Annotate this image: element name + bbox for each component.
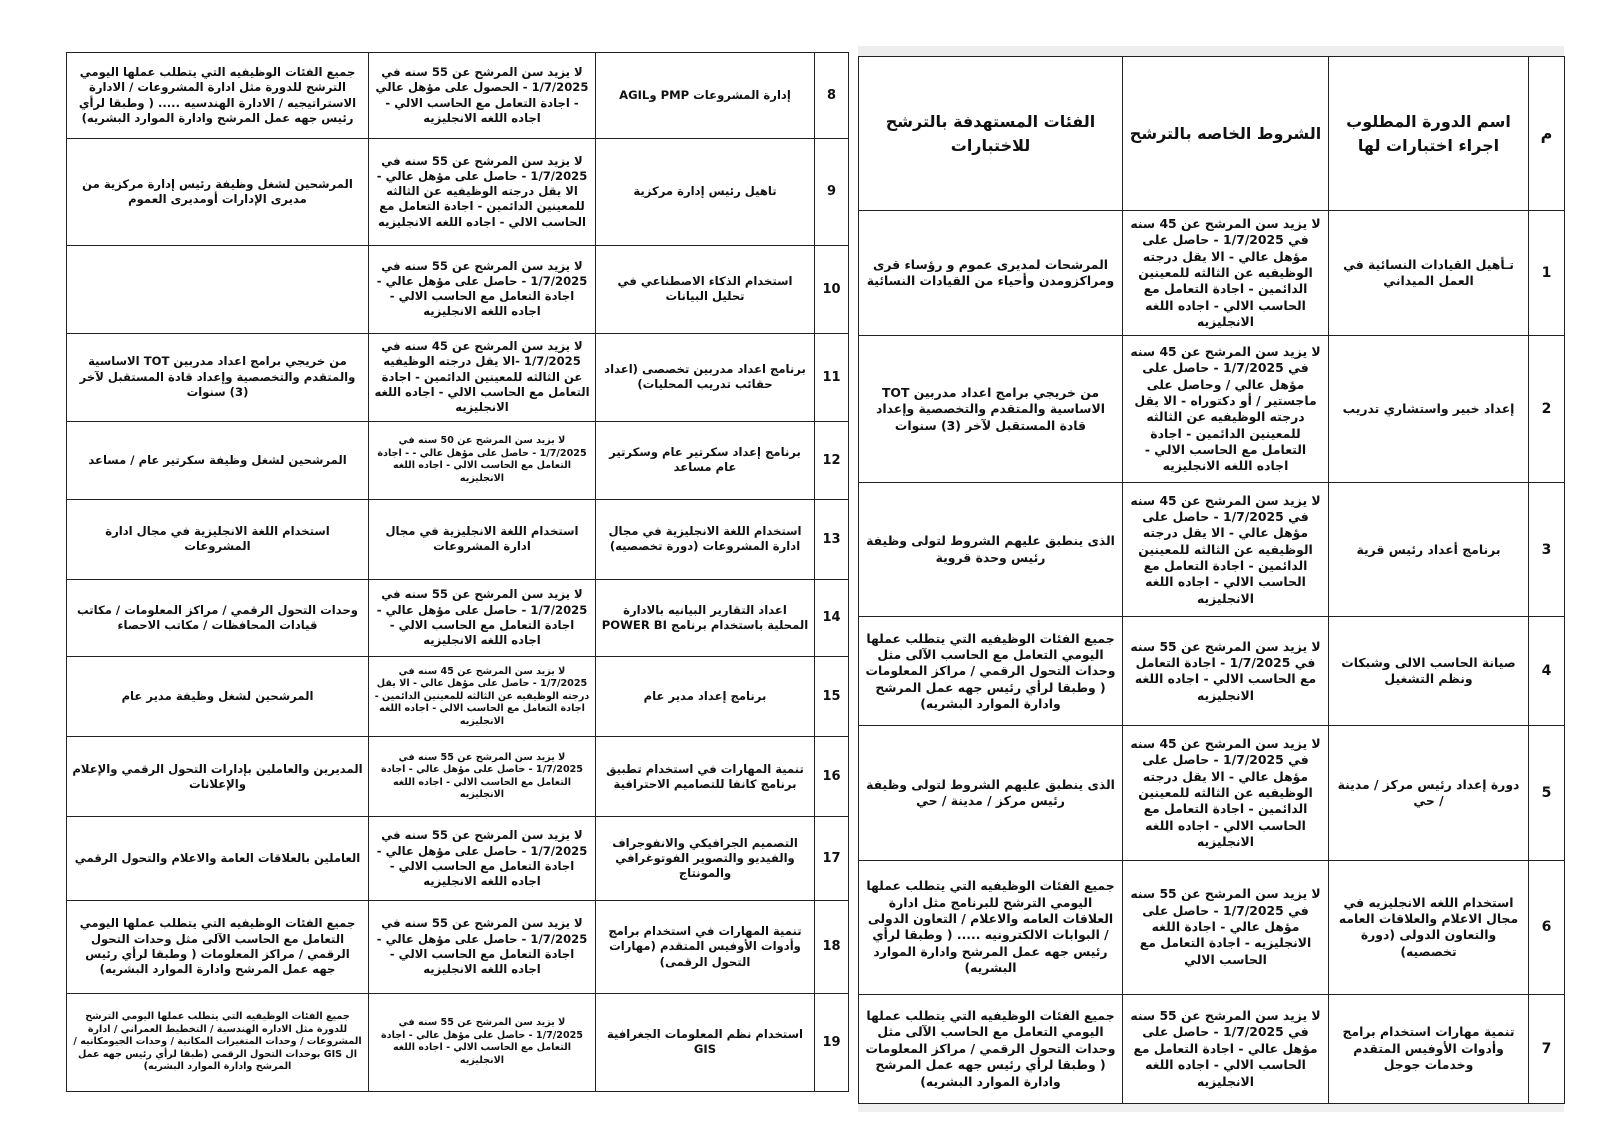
table-row xyxy=(67,245,849,333)
row-number: 9 xyxy=(815,139,849,246)
course-name-cell: اعداد التقارير البيانيه بالادارة المحلية باستخدام برنامج POWER BI xyxy=(596,579,815,657)
conditions-cell: لا يزيد سن المرشح عن 50 سنه في 1/7/2025 - حاصل على مؤهل عالي - - اجادة التعامل مع الحاسب الالي - اجاده اللغه الانجليزيه xyxy=(369,421,596,499)
course-name-cell: التصميم الجرافيكي والانفوجراف والفيديو والتصوير الفوتوغرافي والمونتاج xyxy=(596,817,815,901)
row-number: 14 xyxy=(815,579,849,657)
table-row xyxy=(859,483,1565,617)
conditions-cell: لا يزيد سن المرشح عن 55 سنه في 1/7/2025 - حاصل على مؤهل عالي - اجادة التعامل مع الحاسب الالي - اجاده اللغه الانجليزيه xyxy=(1123,994,1329,1103)
course-name-cell: صيانة الحاسب الالى وشبكات ونظم التشغيل xyxy=(1329,617,1529,726)
header-course-name: اسم الدورة المطلوب اجراء اختبارات لها xyxy=(1329,57,1529,211)
table-row xyxy=(67,499,849,579)
conditions-cell: لا يزيد سن المرشح عن 55 سنه في 1/7/2025 - اجادة التعامل مع الحاسب الالي - اجاده اللغه الانجليزيه xyxy=(1123,617,1329,726)
table-row xyxy=(67,421,849,499)
courses-table-continued xyxy=(66,52,849,1092)
course-name-cell: تـأهيل القيادات النسائية في العمل الميداني xyxy=(1329,211,1529,336)
row-number: 3 xyxy=(1529,483,1565,617)
left-page-table xyxy=(66,52,848,1092)
row-number: 7 xyxy=(1529,994,1565,1103)
course-name-cell: برنامج أعداد رئيس قرية xyxy=(1329,483,1529,617)
table-row xyxy=(859,617,1565,726)
row-number: 2 xyxy=(1529,336,1565,483)
table-row xyxy=(859,994,1565,1103)
course-name-cell: إعداد خبير واستشاري تدريب xyxy=(1329,336,1529,483)
target-groups-cell: جميع الفئات الوظيفيه التي يتطلب عملها اليومي الترشح للدورة مثل الاداره الهندسية / التخطيط العمراني / ادارة المشروعات / وحدات المتغيرات المكانية / وحدات الجيومكانيه / ال GIS بوحدات التحول الرقمي (طبقا لرأي رئيس جهه عمل المرشح وادارة الموارد البشريه) xyxy=(67,993,369,1091)
conditions-cell: لا يزيد سن المرشح عن 45 سنه في 1/7/2025 - حاصل على مؤهل عالي - الا يقل درجته الوظيفيه عن الثالثه للمعينين الدائمين - اجادة التعامل مع الحاسب الالي - اجاده اللغه الانجليزيه xyxy=(369,657,596,737)
table-row xyxy=(67,993,849,1091)
target-groups-cell: المرشحين لشغل وظيفة سكرتير عام / مساعد xyxy=(67,421,369,499)
table-header-row xyxy=(859,57,1565,211)
course-name-cell: برنامج إعداد سكرتير عام وسكرتير عام مساعد xyxy=(596,421,815,499)
target-groups-cell: جميع الفئات الوظيفيه التي يتطلب عملها اليومي الترشح للبرنامج مثل ادارة العلاقات العامه والاعلام / التعاون الدولى / البوابات الالكترونيه ..... ( وطبقا لرأي رئيس جهه عمل المرشح وادارة الموارد البشريه) xyxy=(859,860,1123,994)
row-number: 19 xyxy=(815,993,849,1091)
course-name-cell: برنامج اعداد مدربين تخصصى (اعداد حقائب تدريب المحليات) xyxy=(596,333,815,421)
course-name-cell: دورة إعداد رئيس مركز / مدينة / حي xyxy=(1329,726,1529,860)
conditions-cell: لا يزيد سن المرشح عن 55 سنه في 1/7/2025 - حاصل على مؤهل عالي - اجادة التعامل مع الحاسب الالي - اجاده اللغه الانجليزيه xyxy=(369,993,596,1091)
conditions-cell: استخدام اللغة الانجليزية في مجال ادارة المشروعات xyxy=(369,499,596,579)
table-row xyxy=(67,139,849,246)
target-groups-cell: وحدات التحول الرقمي / مراكز المعلومات / مكاتب قيادات المحافظات / مكاتب الاحصاء xyxy=(67,579,369,657)
course-name-cell: استخدام نظم المعلومات الجغرافية GIS xyxy=(596,993,815,1091)
row-number: 1 xyxy=(1529,211,1565,336)
course-name-cell: برنامج إعداد مدير عام xyxy=(596,657,815,737)
conditions-cell: لا يزيد سن المرشح عن 55 سنه في 1/7/2025 - حاصل على مؤهل عالي - اجادة التعامل مع الحاسب الالي - اجاده اللغه الانجليزيه xyxy=(369,817,596,901)
row-number: 15 xyxy=(815,657,849,737)
conditions-cell: لا يزيد سن المرشح عن 55 سنه في 1/7/2025 - حاصل على مؤهل عالي - اجادة التعامل مع الحاسب الالي - اجاده اللغه الانجليزيه xyxy=(369,579,596,657)
conditions-cell: لا يزيد سن المرشح عن 45 سنه في 1/7/2025 - حاصل على مؤهل عالي - الا يقل درجته الوظيفيه عن الثالثه للمعينين الدائمين - اجادة التعامل مع الحاسب الالي - اجاده اللغه الانجليزيه xyxy=(1123,483,1329,617)
row-number: 12 xyxy=(815,421,849,499)
courses-table xyxy=(858,56,1565,1104)
row-number: 11 xyxy=(815,333,849,421)
course-name-cell: تنمية المهارات في استخدام برامج وأدوات الأوفيس المتقدم (مهارات التحول الرقمى) xyxy=(596,901,815,993)
conditions-cell: لا يزيد سن المرشح عن 45 سنه في 1/7/2025 - حاصل على مؤهل عالي - الا يقل درجته الوظيفيه عن الثالثه للمعينين الدائمين - اجادة التعامل مع الحاسب الالي - اجاده اللغه الانجليزيه xyxy=(1123,726,1329,860)
row-number: 16 xyxy=(815,737,849,817)
target-groups-cell: الذى ينطبق عليهم الشروط لتولى وظيفة رئيس وحدة قروية xyxy=(859,483,1123,617)
course-name-cell: استخدام الذكاء الاصطناعي في تحليل البيانات xyxy=(596,245,815,333)
target-groups-cell: المديرين والعاملين بإدارات التحول الرقمي والإعلام والإعلانات xyxy=(67,737,369,817)
target-groups-cell: المرشحات لمديرى عموم و رؤساء قرى ومراكزومدن وأحياء من القيادات النسائية xyxy=(859,211,1123,336)
conditions-cell: لا يزيد سن المرشح عن 45 سنه في 1/7/2025 -الا يقل درجته الوظيفيه عن الثالثه للمعينين الدائمين - اجادة التعامل مع الحاسب الالي - اجاده اللغه الانجليزيه xyxy=(369,333,596,421)
table-row xyxy=(859,860,1565,994)
target-groups-cell: جميع الفئات الوظيفيه التي يتطلب عملها اليومي الترشح للدورة مثل ادارة المشروعات / الادارة الاستراتيجيه / الادارة الهندسيه ..... ( وطبقا لرأي رئيس جهه عمل المرشح وادارة الموارد البشريه) xyxy=(67,53,369,139)
left-table-body xyxy=(67,53,849,1092)
target-groups-cell: جميع الفئات الوظيفيه التي يتطلب عملها اليومي التعامل مع الحاسب الآلى مثل وحدات التحول الرقمي / مراكز المعلومات ( وطبقا لرأي رئيس جهه عمل المرشح وادارة الموارد البشريه) xyxy=(859,994,1123,1103)
page-edge-shade-bottom xyxy=(858,1104,1564,1112)
row-number: 8 xyxy=(815,53,849,139)
course-name-cell: إدارة المشروعات PMP وAGIL xyxy=(596,53,815,139)
page-edge-shade-top xyxy=(858,46,1564,56)
target-groups-cell: الذى ينطبق عليهم الشروط لتولى وظيفة رئيس مركز / مدينة / حي xyxy=(859,726,1123,860)
row-number: 6 xyxy=(1529,860,1565,994)
header-number: م xyxy=(1529,57,1565,211)
conditions-cell: لا يزيد سن المرشح عن 55 سنه في 1/7/2025 - حاصل على مؤهل عالي - اجادة التعامل مع الحاسب الالي - اجاده اللغه الانجليزيه xyxy=(369,901,596,993)
right-table-body xyxy=(859,211,1565,1104)
target-groups-cell: جميع الفئات الوظيفيه التي يتطلب عملها اليومي التعامل مع الحاسب الآلى مثل وحدات التحول الرقمي / مراكز المعلومات ( وطبقا لرأي رئيس جهه عمل المرشح وادارة الموارد البشريه) xyxy=(859,617,1123,726)
conditions-cell: لا يزيد سن المرشح عن 55 سنه في 1/7/2025 - الحصول على مؤهل عالي - اجادة التعامل مع الحاسب الالي - اجاده اللغه الانجليزيه xyxy=(369,53,596,139)
table-row xyxy=(67,817,849,901)
table-row xyxy=(67,737,849,817)
conditions-cell: لا يزيد سن المرشح عن 55 سنه في 1/7/2025 - حاصل على مؤهل عالي - اجادة التعامل مع الحاسب الالي - اجاده اللغه الانجليزيه xyxy=(369,245,596,333)
header-target-groups: الفئات المستهدفة بالترشح للاختبارات xyxy=(859,57,1123,211)
header-conditions: الشروط الخاصه بالترشح xyxy=(1123,57,1329,211)
target-groups-cell: من خريجي برامج اعداد مدربين TOT الاساسية والمتقدم والتخصصية وإعداد قادة المستقبل لآخر (3) سنوات xyxy=(859,336,1123,483)
conditions-cell: لا يزيد سن المرشح عن 55 سنه في 1/7/2025 - حاصل على مؤهل عالي - الا يقل درجته الوظيفيه عن الثالثه للمعينين الدائمين - اجادة التعامل مع الحاسب الالي - اجاده اللغه الانجليزيه xyxy=(369,139,596,246)
course-name-cell: تاهيل رئيس إدارة مركزية xyxy=(596,139,815,246)
course-name-cell: تنمية مهارات استخدام برامج وأدوات الأوفيس المتقدم وخدمات جوجل xyxy=(1329,994,1529,1103)
course-name-cell: تنمية المهارات في استخدام تطبيق برنامج كانفا للتصاميم الاحترافية xyxy=(596,737,815,817)
target-groups-cell: المرشحين لشغل وظيفة مدير عام xyxy=(67,657,369,737)
row-number: 5 xyxy=(1529,726,1565,860)
row-number: 18 xyxy=(815,901,849,993)
table-row xyxy=(67,657,849,737)
conditions-cell: لا يزيد سن المرشح عن 55 سنه في 1/7/2025 - حاصل على مؤهل عالي - اجادة اللغه الانجليزيه - اجادة التعامل مع الحاسب الالي xyxy=(1123,860,1329,994)
table-row xyxy=(859,211,1565,336)
target-groups-cell: المرشحين لشغل وظيفة رئيس إدارة مركزية من مديرى الإدارات أومديرى العموم xyxy=(67,139,369,246)
target-groups-cell: من خريجي برامج اعداد مدربين TOT الاساسية والمتقدم والتخصصية وإعداد قادة المستقبل لآخر (3) سنوات xyxy=(67,333,369,421)
target-groups-cell: استخدام اللغة الانجليزية في مجال ادارة المشروعات xyxy=(67,499,369,579)
row-number: 17 xyxy=(815,817,849,901)
row-number: 13 xyxy=(815,499,849,579)
conditions-cell: لا يزيد سن المرشح عن 55 سنه في 1/7/2025 - حاصل على مؤهل عالي - اجادة التعامل مع الحاسب الالي - اجاده اللغه الانجليزيه xyxy=(369,737,596,817)
conditions-cell: لا يزيد سن المرشح عن 45 سنه في 1/7/2025 - حاصل على مؤهل عالي - الا يقل درجته الوظيفيه عن الثالثه للمعينين الدائمين - اجادة التعامل مع الحاسب الالي - اجاده اللغه الانجليزيه xyxy=(1123,211,1329,336)
row-number: 4 xyxy=(1529,617,1565,726)
course-name-cell: استخدام اللغة الانجليزية في مجال ادارة المشروعات (دورة تخصصيه) xyxy=(596,499,815,579)
table-row xyxy=(67,901,849,993)
table-row xyxy=(67,579,849,657)
right-page-table xyxy=(858,56,1564,1104)
table-row xyxy=(67,53,849,139)
target-groups-cell xyxy=(67,245,369,333)
target-groups-cell: جميع الفئات الوظيفيه التي يتطلب عملها اليومي التعامل مع الحاسب الآلى مثل وحدات التحول الرقمي / مراكز المعلومات ( وطبقا لرأي رئيس جهه عمل المرشح وادارة الموارد البشريه) xyxy=(67,901,369,993)
table-row xyxy=(859,726,1565,860)
course-name-cell: استخدام اللغه الانجليزيه في مجال الاعلام والعلاقات العامه والتعاون الدولى (دورة تخصصيه) xyxy=(1329,860,1529,994)
row-number: 10 xyxy=(815,245,849,333)
table-row xyxy=(859,336,1565,483)
conditions-cell: لا يزيد سن المرشح عن 45 سنه في 1/7/2025 - حاصل على مؤهل عالي / وحاصل على ماجستير / أو دكتوراه - الا يقل درجته الوظيفيه عن الثالثه للمعينين الدائمين - اجادة التعامل مع الحاسب الالي - اجاده اللغه الانجليزيه xyxy=(1123,336,1329,483)
table-row xyxy=(67,333,849,421)
target-groups-cell: العاملين بالعلاقات العامة والاعلام والتحول الرقمي xyxy=(67,817,369,901)
